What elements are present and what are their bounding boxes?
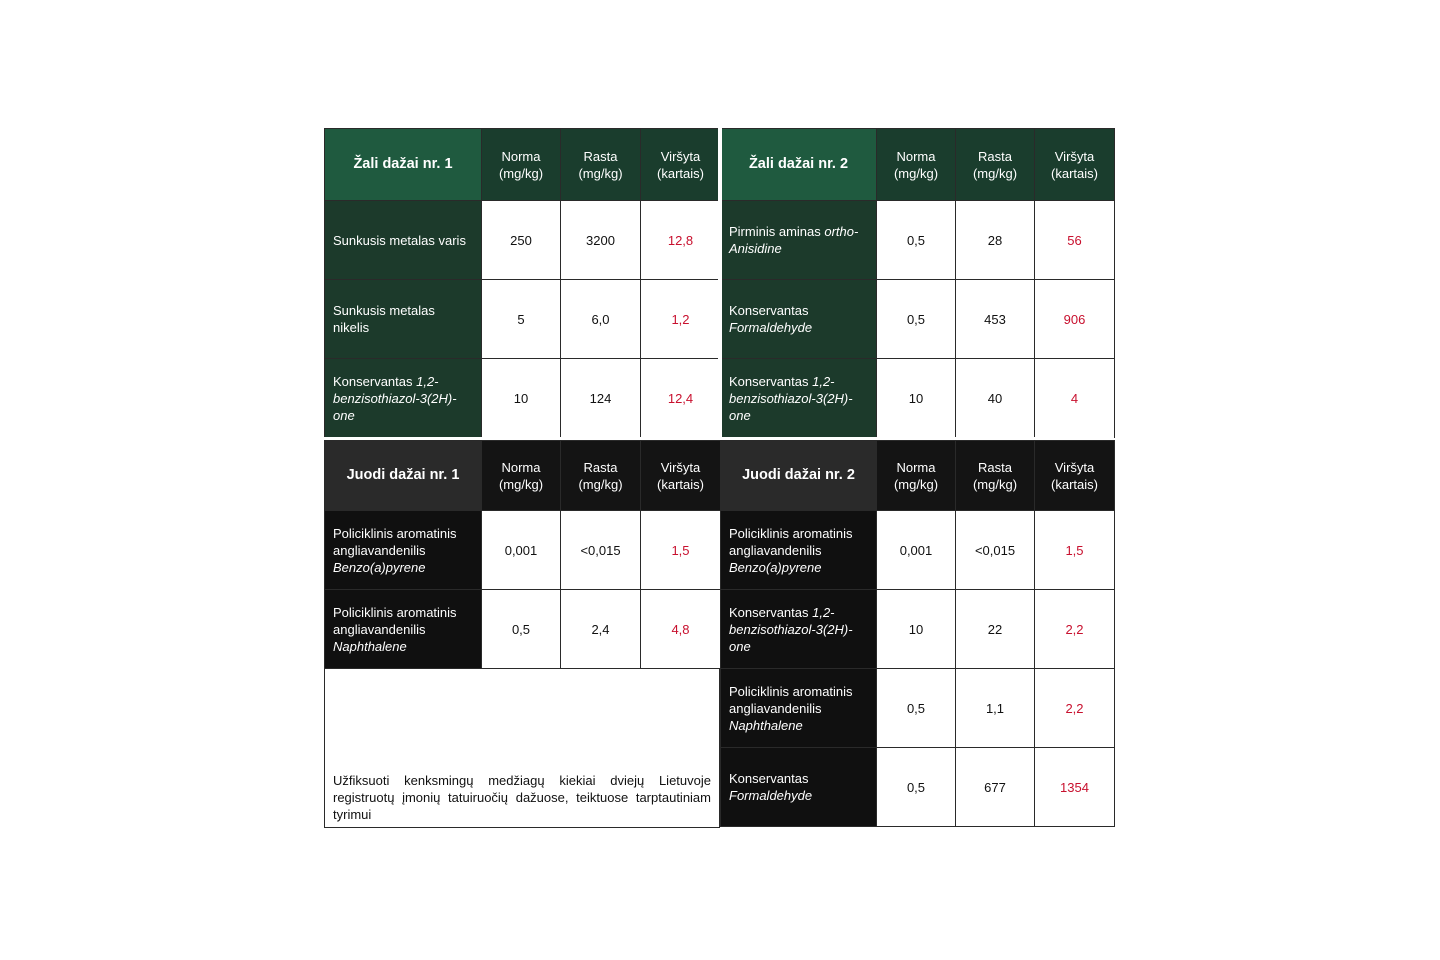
virsyta-value: 1354 (1035, 748, 1115, 827)
row-label: Policiklinis aromatinis angliavandenilis Naphthalene (325, 590, 482, 669)
virsyta-value: 906 (1035, 280, 1115, 359)
virsyta-value: 56 (1035, 201, 1115, 280)
table-row (325, 280, 721, 359)
rasta-value: 124 (561, 359, 641, 438)
black-dye-2-table (720, 440, 1115, 827)
row-label: Konservantas 1,2-benzisothiazol-3(2H)-one (721, 359, 877, 438)
header-virsyta: Viršyta (kartais) (641, 129, 721, 201)
virsyta-value: 1,2 (641, 280, 721, 359)
row-label: Sunkusis metalas varis (325, 201, 482, 280)
norma-value: 0,5 (482, 590, 561, 669)
norma-value: 0,5 (877, 748, 956, 827)
caption-box (324, 668, 720, 828)
table-title: Juodi dažai nr. 2 (721, 441, 877, 511)
row-label: Sunkusis metalas nikelis (325, 280, 482, 359)
divider-vertical (718, 128, 722, 438)
row-label: Konservantas 1,2-benzisothiazol-3(2H)-one (325, 359, 482, 438)
table-row (721, 669, 1115, 748)
table-row (721, 590, 1115, 669)
virsyta-value: 1,5 (1035, 511, 1115, 590)
table-title: Juodi dažai nr. 1 (325, 441, 482, 511)
rasta-value: 22 (956, 590, 1035, 669)
header-rasta: Rasta (mg/kg) (956, 129, 1035, 201)
virsyta-value: 12,8 (641, 201, 721, 280)
rasta-value: 1,1 (956, 669, 1035, 748)
row-label: Policiklinis aromatinis angliavandenilis Naphthalene (721, 669, 877, 748)
rasta-value: 677 (956, 748, 1035, 827)
row-label: Konservantas Formaldehyde (721, 280, 877, 359)
row-label: Policiklinis aromatinis angliavandenilis Benzo(a)pyrene (325, 511, 482, 590)
table-row (325, 511, 721, 590)
rasta-value: 3200 (561, 201, 641, 280)
table-row (325, 590, 721, 669)
row-label: Konservantas 1,2-benzisothiazol-3(2H)-one (721, 590, 877, 669)
table-row (721, 748, 1115, 827)
virsyta-value: 2,2 (1035, 590, 1115, 669)
header-norma: Norma (mg/kg) (482, 441, 561, 511)
row-label: Pirminis aminas ortho-Anisidine (721, 201, 877, 280)
rasta-value: <0,015 (956, 511, 1035, 590)
table-row (721, 359, 1115, 438)
norma-value: 10 (877, 590, 956, 669)
norma-value: 10 (877, 359, 956, 438)
virsyta-value: 2,2 (1035, 669, 1115, 748)
comparison-table (324, 128, 1114, 828)
norma-value: 0,001 (877, 511, 956, 590)
rasta-value: 2,4 (561, 590, 641, 669)
green-dye-1-table (324, 128, 721, 438)
norma-value: 0,001 (482, 511, 561, 590)
black-dye-1-table (324, 440, 721, 669)
rasta-value: <0,015 (561, 511, 641, 590)
table-title: Žali dažai nr. 1 (325, 129, 482, 201)
table-row (325, 201, 721, 280)
virsyta-value: 4 (1035, 359, 1115, 438)
header-norma: Norma (mg/kg) (877, 441, 956, 511)
rasta-value: 28 (956, 201, 1035, 280)
header-rasta: Rasta (mg/kg) (561, 129, 641, 201)
divider-horizontal (324, 437, 1114, 440)
table-row (721, 201, 1115, 280)
norma-value: 5 (482, 280, 561, 359)
row-label: Konservantas Formaldehyde (721, 748, 877, 827)
header-virsyta: Viršyta (kartais) (1035, 441, 1115, 511)
table-row (721, 280, 1115, 359)
rasta-value: 6,0 (561, 280, 641, 359)
norma-value: 0,5 (877, 669, 956, 748)
caption-text: Užfiksuoti kenksmingų medžiagų kiekiai dviejų Lietuvoje registruotų įmonių tatuiruočių dažuose, teiktuose tarptautiniam tyrimui (333, 773, 711, 822)
header-virsyta: Viršyta (kartais) (1035, 129, 1115, 201)
table-title: Žali dažai nr. 2 (721, 129, 877, 201)
header-rasta: Rasta (mg/kg) (561, 441, 641, 511)
header-rasta: Rasta (mg/kg) (956, 441, 1035, 511)
virsyta-value: 4,8 (641, 590, 721, 669)
norma-value: 0,5 (877, 280, 956, 359)
norma-value: 250 (482, 201, 561, 280)
rasta-value: 453 (956, 280, 1035, 359)
virsyta-value: 1,5 (641, 511, 721, 590)
green-dye-2-table (720, 128, 1115, 438)
header-virsyta: Viršyta (kartais) (641, 441, 721, 511)
table-row (721, 511, 1115, 590)
table-row (325, 359, 721, 438)
norma-value: 0,5 (877, 201, 956, 280)
rasta-value: 40 (956, 359, 1035, 438)
header-norma: Norma (mg/kg) (877, 129, 956, 201)
norma-value: 10 (482, 359, 561, 438)
row-label: Policiklinis aromatinis angliavandenilis Benzo(a)pyrene (721, 511, 877, 590)
virsyta-value: 12,4 (641, 359, 721, 438)
header-norma: Norma (mg/kg) (482, 129, 561, 201)
